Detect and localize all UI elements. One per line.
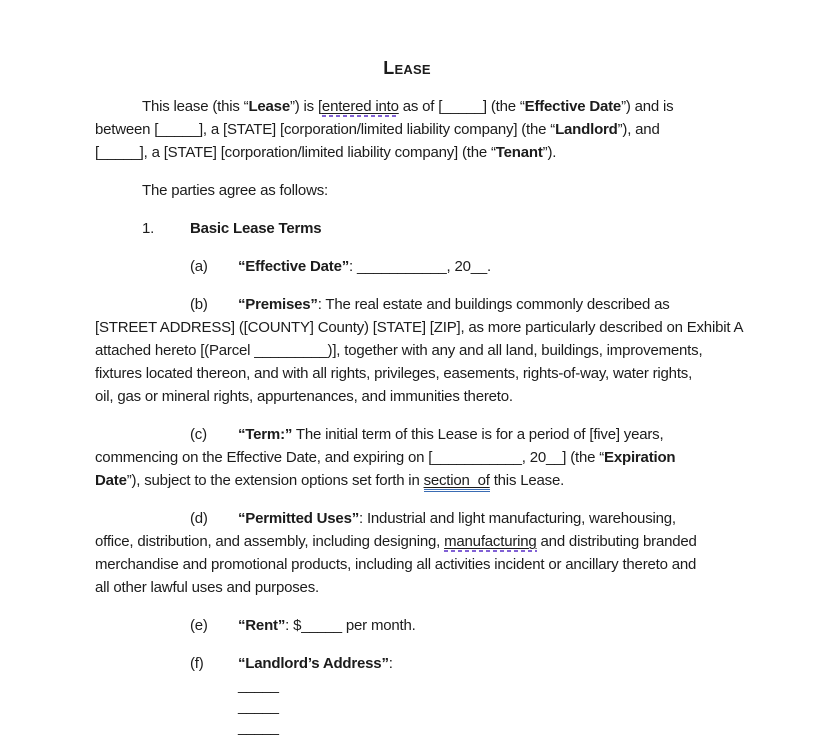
opening-paragraph <box>95 95 719 164</box>
defined-term: Lease <box>248 98 290 115</box>
section-heading-text: Basic Lease Terms <box>190 220 322 237</box>
clause-e-rent <box>95 614 719 637</box>
text-run: attached hereto [(Parcel _________)], together with any and all land, buildings, improvements, <box>95 342 703 359</box>
list-marker: (f) <box>190 655 204 672</box>
text-run: commencing on the Effective Date, and expiring on [___________, 20__] (the “ <box>95 449 605 466</box>
grammar-flagged-text: section of <box>424 472 490 492</box>
text-run: : The real estate and buildings commonly described as <box>317 296 670 313</box>
text-run: office, distribution, and assembly, including designing, <box>95 533 445 550</box>
text-run: ”), and <box>617 121 660 138</box>
text-run: ”) is [ <box>289 98 322 115</box>
text-run: between [_____], a [STATE] [corporation/limited liability company] (the “ <box>95 121 556 138</box>
clause-d-permitted-uses <box>95 507 719 599</box>
text-run: The parties agree as follows: <box>142 182 328 199</box>
defined-term: Date <box>95 472 127 489</box>
defined-term: Expiration <box>604 449 676 466</box>
spellcheck-flagged-text: manufacturing <box>444 533 537 550</box>
fill-in-blank: _____ <box>238 698 279 715</box>
list-marker: (c) <box>190 426 207 443</box>
address-blank-line <box>95 696 719 717</box>
defined-term: “Term:” <box>238 426 293 443</box>
clause-c-term <box>95 423 719 492</box>
text-run: The initial term of this Lease is for a period of [five] years, <box>292 426 664 443</box>
defined-term: Tenant <box>495 144 543 161</box>
clause-b-premises <box>95 293 744 408</box>
defined-term: Effective Date <box>524 98 622 115</box>
defined-term: “Permitted Uses” <box>238 510 360 527</box>
text-run: as of [_____] (the “ <box>398 98 525 115</box>
text-run: all other lawful uses and purposes. <box>95 579 319 596</box>
list-marker: (d) <box>190 510 208 527</box>
defined-term: “Effective Date” <box>238 258 350 275</box>
spellcheck-flagged-text: entered into <box>321 98 399 115</box>
defined-term: Landlord <box>555 121 618 138</box>
fill-in-blank: _____ <box>238 677 279 694</box>
defined-term: “Landlord’s Address” <box>238 655 389 672</box>
fill-in-blank: _____ <box>238 719 279 736</box>
address-blank-line <box>95 675 719 696</box>
section-1-heading <box>95 217 719 240</box>
text-run: [_____], a [STATE] [corporation/limited liability company] (the “ <box>95 144 496 161</box>
text-run: [STREET ADDRESS] ([COUNTY] County) [STATE] [ZIP], as more particularly described on Exhibit A <box>95 319 744 336</box>
text-run: this Lease. <box>489 472 565 489</box>
address-blank-line <box>95 717 719 738</box>
clause-f-landlord-address <box>95 652 719 675</box>
text-run: fixtures located thereon, and with all rights, privileges, easements, rights-of-way, water rights, <box>95 365 693 382</box>
list-marker: (b) <box>190 296 208 313</box>
text-run: : $_____ per month. <box>285 617 416 634</box>
text-run: oil, gas or mineral rights, appurtenances, and immunities thereto. <box>95 388 513 405</box>
defined-term: “Premises” <box>238 296 318 313</box>
text-run: merchandise and promotional products, including all activities incident or ancillary thereto and <box>95 556 697 573</box>
text-run: : Industrial and light manufacturing, warehousing, <box>359 510 676 527</box>
list-marker: (a) <box>190 258 208 275</box>
text-run: and distributing branded <box>536 533 697 550</box>
agreement-lead-in <box>95 179 719 202</box>
clause-a-effective-date <box>95 255 719 278</box>
defined-term: “Rent” <box>238 617 286 634</box>
document-body <box>95 95 744 738</box>
document-title: Lease <box>383 58 431 78</box>
text-run: ”) and is <box>621 98 674 115</box>
text-run: This lease (this “ <box>142 98 249 115</box>
text-run: : ___________, 20__. <box>349 258 491 275</box>
text-run: : <box>388 655 393 672</box>
text-run: ”), subject to the extension options set forth in <box>126 472 424 489</box>
list-marker: (e) <box>190 617 208 634</box>
list-marker: 1. <box>142 220 155 237</box>
text-run: ”). <box>542 144 557 161</box>
